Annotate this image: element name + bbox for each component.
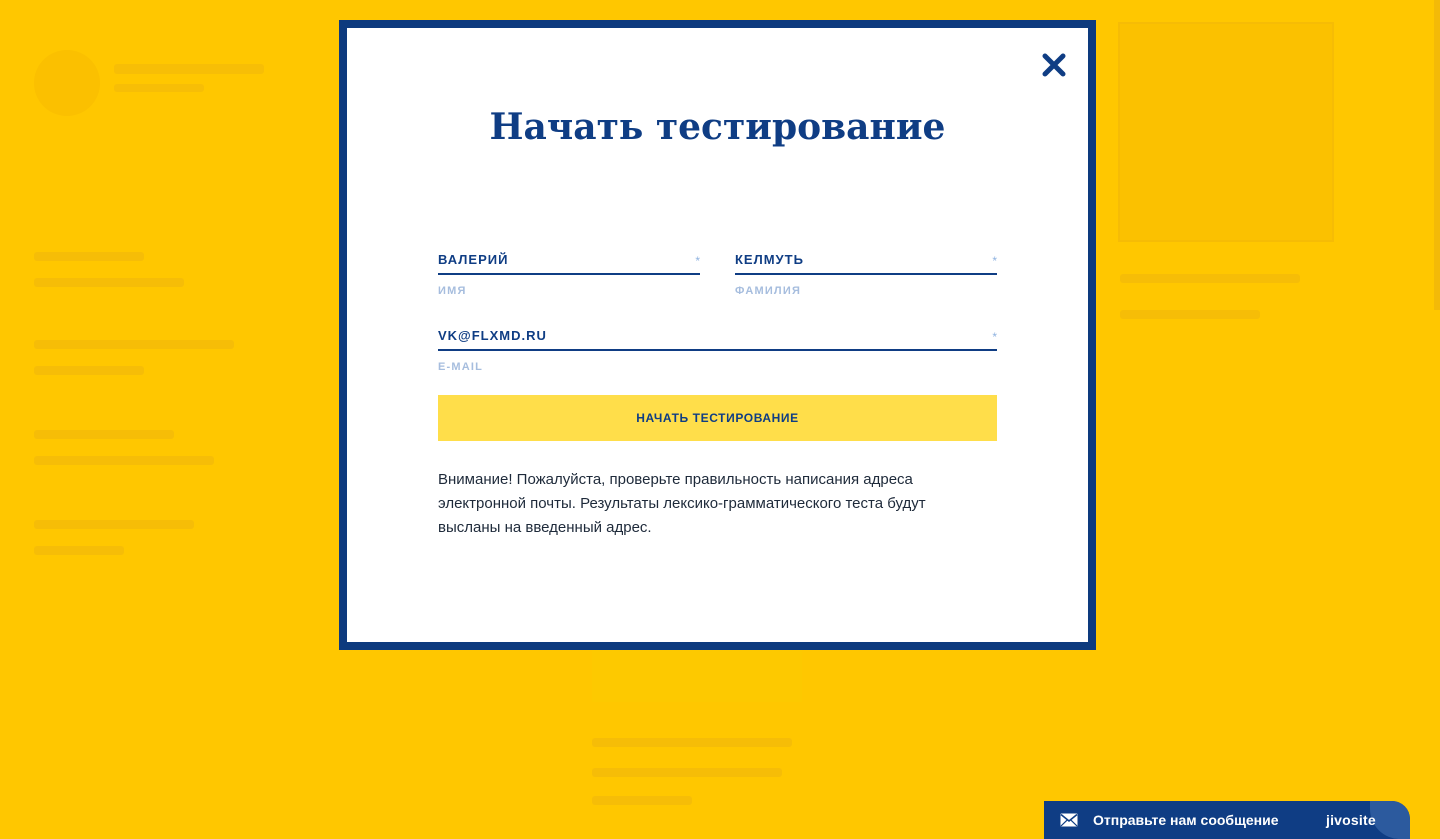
chat-widget[interactable]	[1044, 801, 1410, 839]
first-name-input[interactable]	[438, 252, 700, 275]
start-test-button[interactable]: НАЧАТЬ ТЕСТИРОВАНИЕ	[438, 395, 997, 441]
email-label: E-MAIL	[438, 361, 484, 373]
first-name-label: ИМЯ	[438, 285, 467, 297]
close-button[interactable]	[1037, 48, 1071, 82]
start-test-modal	[339, 20, 1096, 650]
required-mark: *	[695, 254, 700, 268]
email-input[interactable]	[438, 328, 997, 351]
required-mark: *	[992, 330, 997, 344]
email-field	[438, 328, 997, 373]
jivosite-logo: jivosite	[1326, 812, 1376, 828]
last-name-input[interactable]	[735, 252, 997, 275]
modal-title: Начать тестирование	[489, 106, 946, 148]
required-mark: *	[992, 254, 997, 268]
email-notice: Внимание! Пожалуйста, проверьте правильность написания адреса электронной почты. Результаты лексико-грамматического теста будут высланы на введенный адрес.	[438, 471, 926, 536]
close-icon	[1041, 52, 1067, 78]
chat-widget-label: Отправьте нам сообщение	[1093, 812, 1279, 828]
last-name-label: ФАМИЛИЯ	[735, 285, 802, 297]
first-name-field	[438, 252, 700, 297]
mail-icon	[1060, 813, 1078, 827]
last-name-field	[735, 252, 997, 297]
chat-widget-corner	[1370, 801, 1410, 839]
